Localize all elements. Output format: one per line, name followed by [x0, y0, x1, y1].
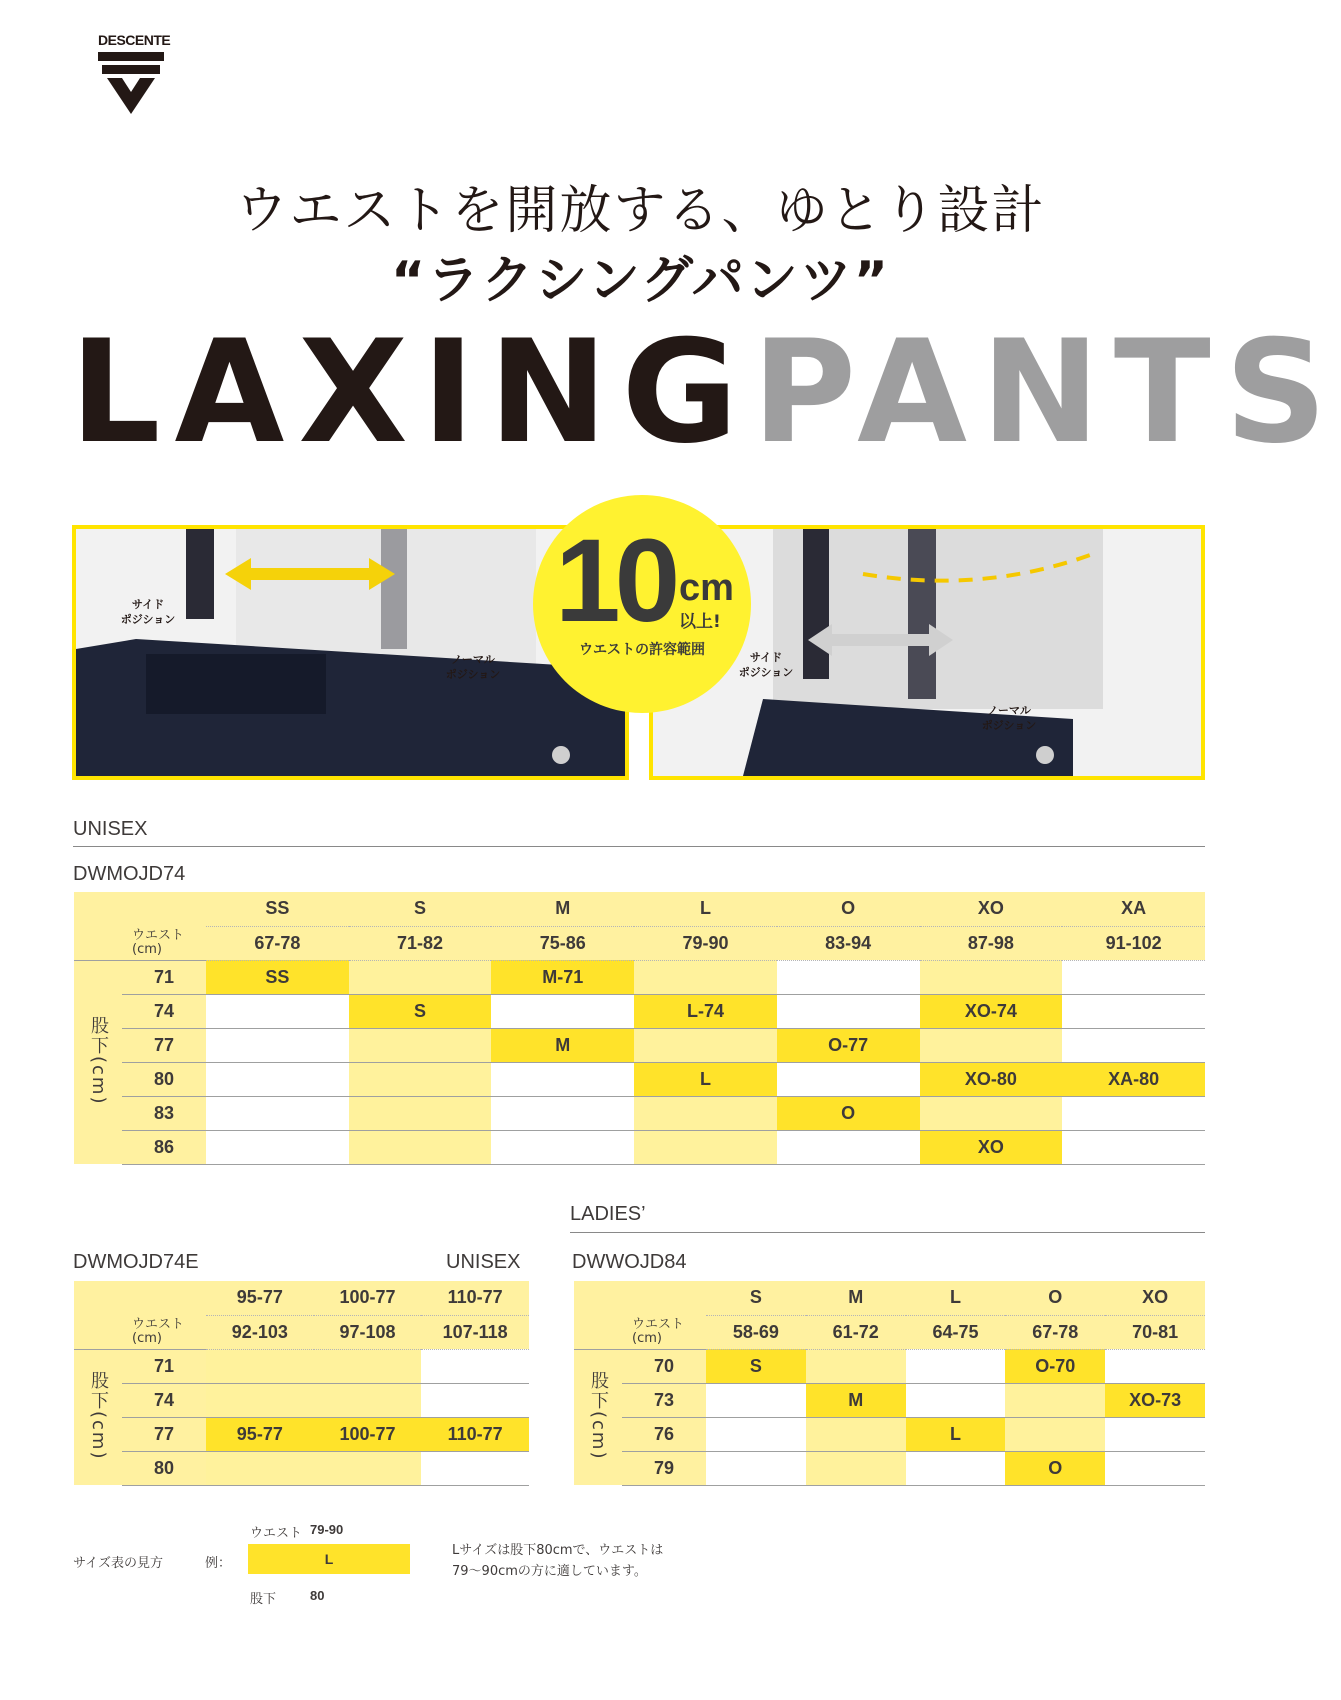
- size-cell: O-70: [1005, 1349, 1105, 1383]
- logo-word-pants: PANTS: [752, 310, 1341, 475]
- size-cell: [1062, 1130, 1205, 1164]
- size-cell: [920, 1096, 1063, 1130]
- table-row: [74, 1096, 1205, 1130]
- table-row: [74, 1417, 529, 1451]
- inseam-length-cell: 80: [122, 1451, 206, 1485]
- inseam-length-cell: 77: [122, 1417, 206, 1451]
- table-row: [74, 1349, 529, 1383]
- inseam-length-cell: 71: [122, 960, 206, 994]
- label-side-position-right: サイド ポジション: [738, 651, 794, 679]
- section-ladies-rule: [570, 1232, 1205, 1233]
- label-normal-position-right: ノーマル ポジション: [981, 704, 1037, 732]
- table-row: [74, 960, 1205, 994]
- inseam-length-cell: 79: [622, 1451, 706, 1485]
- size-cell: [349, 1028, 492, 1062]
- size-cell: XO-73: [1105, 1383, 1205, 1417]
- table3-model-title: DWWOJD84: [572, 1251, 687, 1273]
- size-cell: 110-77: [421, 1417, 529, 1451]
- legend-size-bar: L: [248, 1544, 410, 1574]
- table1-model-title: DWMOJD74: [73, 863, 186, 885]
- section-ladies-heading: LADIES’: [570, 1203, 646, 1225]
- table-row: [74, 1383, 529, 1417]
- size-cell: [1005, 1417, 1105, 1451]
- size-cell: L: [906, 1417, 1006, 1451]
- legend-length-label: 股下: [250, 1592, 277, 1607]
- size-cell: [806, 1417, 906, 1451]
- size-header: XO: [1105, 1281, 1205, 1315]
- size-cell: [706, 1451, 806, 1485]
- size-cell: [634, 1028, 777, 1062]
- size-cell: L-74: [634, 994, 777, 1028]
- logo-word-laxing: LAXING: [70, 310, 753, 475]
- size-cell: S: [706, 1349, 806, 1383]
- table-row: [574, 1417, 1205, 1451]
- size-cell: [706, 1383, 806, 1417]
- size-cell: XO-80: [920, 1062, 1063, 1096]
- size-cell: [634, 1130, 777, 1164]
- size-header: 100-77: [314, 1281, 422, 1315]
- legend-example-label: 例：: [205, 1556, 232, 1571]
- waist-range-header: 97-108: [314, 1315, 422, 1349]
- table-row: [574, 1349, 1205, 1383]
- table-row: [74, 1130, 1205, 1164]
- section-unisex-heading: UNISEX: [73, 818, 148, 840]
- inseam-axis-label: 股下(cm): [588, 1370, 609, 1460]
- size-cell: [206, 1383, 314, 1417]
- size-cell: [421, 1451, 529, 1485]
- size-header: SS: [206, 892, 349, 926]
- waist-range-header: 92-103: [206, 1315, 314, 1349]
- inseam-axis-label: 股下(cm): [88, 1015, 109, 1105]
- size-cell: [349, 1062, 492, 1096]
- size-header: XA: [1062, 892, 1205, 926]
- waist-label: ウエスト (cm): [574, 1315, 706, 1349]
- legend-waist-value: 79-90: [310, 1522, 344, 1537]
- badge-caption: ウエストの許容範囲: [579, 642, 705, 658]
- headline-line2: “ラクシングパンツ”: [391, 251, 890, 311]
- size-header: O: [1005, 1281, 1105, 1315]
- label-normal-position-left: ノーマル ポジション: [445, 653, 501, 681]
- size-cell: [1005, 1383, 1105, 1417]
- inseam-length-cell: 73: [622, 1383, 706, 1417]
- size-cell: [491, 1096, 634, 1130]
- waist-label: ウエスト (cm): [74, 926, 206, 960]
- table2-model-title: DWMOJD74E: [73, 1251, 199, 1273]
- waist-range-header: 61-72: [806, 1315, 906, 1349]
- inseam-length-cell: 76: [622, 1417, 706, 1451]
- size-cell: [906, 1451, 1006, 1485]
- size-cell: [1105, 1349, 1205, 1383]
- waist-range-header: 87-98: [920, 926, 1063, 960]
- laxing-pants-logo: [70, 310, 1341, 475]
- table-row: [574, 1383, 1205, 1417]
- size-cell: O-77: [777, 1028, 920, 1062]
- label-side-position-left: サイド ポジション: [120, 598, 176, 626]
- size-cell: 95-77: [206, 1417, 314, 1451]
- size-cell: [634, 960, 777, 994]
- size-cell: [1062, 994, 1205, 1028]
- legend-waist-label: ウエスト: [250, 1526, 303, 1541]
- legend-note-line2: 79〜90cmの方に適しています。: [452, 1564, 647, 1579]
- size-cell: [491, 1062, 634, 1096]
- waist-range-header: 58-69: [706, 1315, 806, 1349]
- size-cell: XO: [920, 1130, 1063, 1164]
- size-cell: [906, 1383, 1006, 1417]
- inseam-length-cell: 70: [622, 1349, 706, 1383]
- size-cell: [491, 994, 634, 1028]
- size-cell: [777, 960, 920, 994]
- size-cell: SS: [206, 960, 349, 994]
- size-cell: [206, 1028, 349, 1062]
- badge-suffix: 以上!: [679, 612, 721, 632]
- waist-range-header: 107-118: [421, 1315, 529, 1349]
- size-cell: L: [634, 1062, 777, 1096]
- size-cell: [777, 994, 920, 1028]
- waist-label: ウエスト (cm): [74, 1315, 206, 1349]
- size-cell: XA-80: [1062, 1062, 1205, 1096]
- inseam-length-cell: 71: [122, 1349, 206, 1383]
- size-cell: [906, 1349, 1006, 1383]
- table-row: [74, 1451, 529, 1485]
- inseam-axis-label: 股下(cm): [88, 1370, 109, 1460]
- size-cell: [1062, 1028, 1205, 1062]
- size-cell: [777, 1062, 920, 1096]
- size-cell: [421, 1349, 529, 1383]
- size-cell: [314, 1349, 422, 1383]
- descente-logo-icon: [98, 52, 164, 118]
- size-cell: [206, 1062, 349, 1096]
- size-cell: [314, 1451, 422, 1485]
- size-cell: [806, 1349, 906, 1383]
- size-cell: O: [777, 1096, 920, 1130]
- size-cell: [206, 1096, 349, 1130]
- waist-range-header: 83-94: [777, 926, 920, 960]
- waist-range-header: 75-86: [491, 926, 634, 960]
- size-cell: S: [349, 994, 492, 1028]
- waist-range-badge: [533, 495, 751, 713]
- inseam-length-cell: 77: [122, 1028, 206, 1062]
- table-row: [74, 1062, 1205, 1096]
- size-cell: [206, 1349, 314, 1383]
- size-table-dwmojd74: [74, 892, 1205, 1165]
- size-cell: [1105, 1417, 1205, 1451]
- inseam-length-cell: 86: [122, 1130, 206, 1164]
- size-header: 95-77: [206, 1281, 314, 1315]
- size-header: M: [806, 1281, 906, 1315]
- size-table-dwmojd74e: [74, 1281, 529, 1486]
- size-cell: [806, 1451, 906, 1485]
- size-cell: [349, 1096, 492, 1130]
- section-unisex-rule: [73, 846, 1205, 847]
- size-cell: [349, 960, 492, 994]
- waist-range-header: 91-102: [1062, 926, 1205, 960]
- waist-range-header: 64-75: [906, 1315, 1006, 1349]
- legend-length-value: 80: [310, 1588, 325, 1603]
- size-cell: [491, 1130, 634, 1164]
- table-row: [74, 1028, 1205, 1062]
- legend-title: サイズ表の見方: [73, 1556, 163, 1571]
- size-cell: [206, 1130, 349, 1164]
- size-cell: M: [806, 1383, 906, 1417]
- size-cell: [206, 994, 349, 1028]
- waist-range-header: 67-78: [1005, 1315, 1105, 1349]
- size-table-dwwojd84: [574, 1281, 1205, 1486]
- double-arrow-icon-right: [808, 622, 953, 658]
- size-cell: [706, 1417, 806, 1451]
- size-header: L: [634, 892, 777, 926]
- size-cell: [1062, 960, 1205, 994]
- inseam-length-cell: 74: [122, 994, 206, 1028]
- descente-logo-text: DESCENTE: [98, 32, 171, 48]
- inseam-length-cell: 80: [122, 1062, 206, 1096]
- size-header: XO: [920, 892, 1063, 926]
- badge-unit: cm: [679, 567, 734, 609]
- headline-line1: ウエストを開放する、ゆとり設計: [235, 181, 1046, 241]
- size-header: 110-77: [421, 1281, 529, 1315]
- double-arrow-icon-left: [225, 556, 395, 592]
- waist-range-header: 71-82: [349, 926, 492, 960]
- size-cell: [1105, 1451, 1205, 1485]
- size-header: M: [491, 892, 634, 926]
- size-cell: [206, 1451, 314, 1485]
- size-cell: [349, 1130, 492, 1164]
- size-cell: M: [491, 1028, 634, 1062]
- size-cell: [920, 1028, 1063, 1062]
- size-cell: [421, 1383, 529, 1417]
- size-cell: O: [1005, 1451, 1105, 1485]
- size-cell: XO-74: [920, 994, 1063, 1028]
- size-cell: [634, 1096, 777, 1130]
- waist-range-header: 79-90: [634, 926, 777, 960]
- size-header: S: [706, 1281, 806, 1315]
- size-cell: [777, 1130, 920, 1164]
- size-cell: [1062, 1096, 1205, 1130]
- table-row: [574, 1451, 1205, 1485]
- table-row: [74, 994, 1205, 1028]
- legend-note-line1: Lサイズは股下80cmで、ウエストは: [452, 1543, 664, 1558]
- size-cell: [314, 1383, 422, 1417]
- size-cell: M-71: [491, 960, 634, 994]
- size-header: L: [906, 1281, 1006, 1315]
- inseam-length-cell: 83: [122, 1096, 206, 1130]
- badge-number: 10: [555, 515, 675, 647]
- size-cell: [920, 960, 1063, 994]
- waist-range-header: 67-78: [206, 926, 349, 960]
- inseam-length-cell: 74: [122, 1383, 206, 1417]
- table2-unisex-tag: UNISEX: [446, 1251, 521, 1273]
- size-header: S: [349, 892, 492, 926]
- size-header: O: [777, 892, 920, 926]
- waist-range-header: 70-81: [1105, 1315, 1205, 1349]
- size-cell: 100-77: [314, 1417, 422, 1451]
